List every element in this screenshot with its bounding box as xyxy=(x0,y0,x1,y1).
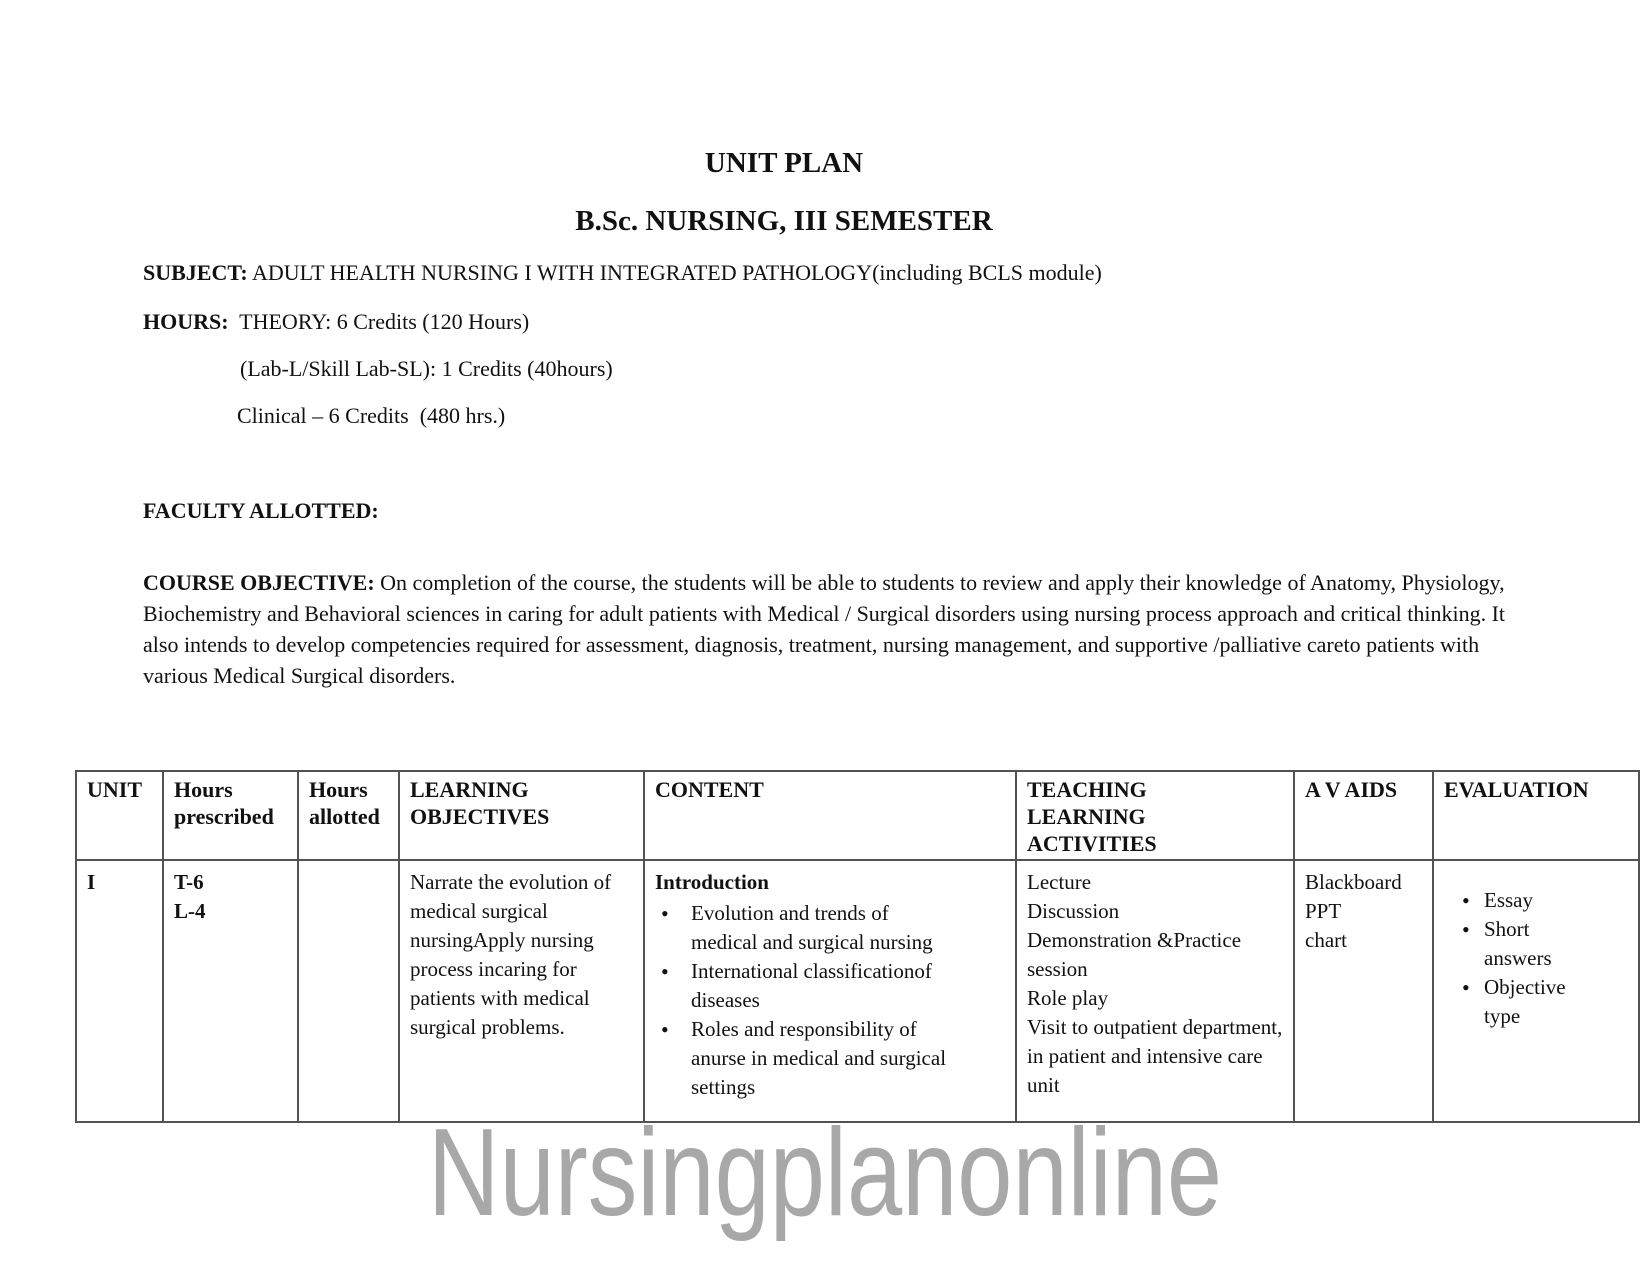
hours-line xyxy=(143,309,529,335)
bullet-item: • International classificationof diseases xyxy=(655,957,951,1015)
subject-label: SUBJECT: xyxy=(143,260,248,285)
watermark-text: Nursingplanonline xyxy=(427,1104,1223,1242)
teaching-activity: Demonstration &Practice session xyxy=(1027,928,1242,981)
hours-text: THEORY: 6 Credits (120 Hours) xyxy=(228,309,530,334)
table-header-row xyxy=(76,771,1639,860)
column-header-teaching-activities: TEACHING LEARNING ACTIVITIES xyxy=(1016,771,1294,860)
teaching-activity: Visit to outpatient department, in patient and intensive care unit xyxy=(1027,1015,1283,1097)
cell-teaching-activities xyxy=(1016,860,1294,1122)
teaching-activity: Discussion xyxy=(1027,899,1120,923)
subject-line xyxy=(143,260,1543,286)
teaching-activity: Lecture xyxy=(1027,870,1092,894)
column-header-av-aids: A V AIDS xyxy=(1294,771,1433,860)
cell-av-aids xyxy=(1294,860,1433,1122)
column-header-evaluation: EVALUATION xyxy=(1433,771,1639,860)
faculty-allotted-label: FACULTY ALLOTTED: xyxy=(143,498,379,523)
clinical-hours-line: Clinical – 6 Credits (480 hrs.) xyxy=(237,403,506,428)
course-objective-label: COURSE OBJECTIVE: xyxy=(143,570,375,595)
hours-prescribed-lab: L-4 xyxy=(174,899,206,923)
table-row xyxy=(76,860,1639,1122)
cell-evaluation xyxy=(1433,860,1639,1122)
cell-learning-objectives: Narrate the evolution of medical surgical nursingApply nursing process incaring for patients with medical surgical problems. xyxy=(399,860,644,1122)
column-header-content: CONTENT xyxy=(644,771,1016,860)
evaluation-bullet-list xyxy=(1444,886,1628,1031)
bullet-item: • Evolution and trends of medical and surgical nursing xyxy=(655,899,951,957)
cell-content xyxy=(644,860,1016,1122)
av-aid-item: Blackboard xyxy=(1305,870,1402,894)
column-header-unit: UNIT xyxy=(76,771,163,860)
bullet-item: • Short answers xyxy=(1444,915,1594,973)
lab-hours-line: (Lab-L/Skill Lab-SL): 1 Credits (40hours) xyxy=(240,356,613,381)
subject-text: ADULT HEALTH NURSING I WITH INTEGRATED PATHOLOGY(including BCLS module) xyxy=(247,260,1102,285)
hours-label: HOURS: xyxy=(143,309,229,334)
bullet-item: • Roles and responsibility of anurse in medical and surgical settings xyxy=(655,1015,951,1102)
av-aid-item: chart xyxy=(1305,928,1347,952)
column-header-learning-objectives: LEARNING OBJECTIVES xyxy=(399,771,644,860)
unit-plan-table xyxy=(75,770,1640,1123)
course-objective-paragraph xyxy=(143,567,1513,691)
av-aid-item: PPT xyxy=(1305,899,1342,923)
column-header-hours-prescribed: Hours prescribed xyxy=(163,771,298,860)
content-heading: Introduction xyxy=(655,870,769,894)
bullet-item: • Essay xyxy=(1444,886,1594,915)
teaching-activity: Role play xyxy=(1027,986,1109,1010)
page-title: UNIT PLAN xyxy=(704,147,864,179)
hours-prescribed-theory: T-6 xyxy=(174,870,204,894)
course-objective-text: On completion of the course, the students will be able to students to review and apply their knowledge of Anatomy, Physiology, Biochemistry and Behavioral sciences in caring for adult patients with Medical / Surgical disorders using nursing process approach and critical thinking. It also intends to develop competencies required for assessment, diagnosis, treatment, nursing management, and supportive /palliative careto patients with various Medical Surgical disorders. xyxy=(143,570,1511,688)
cell-unit: I xyxy=(76,860,163,1122)
cell-hours-allotted xyxy=(298,860,399,1122)
bullet-item: • Objective type xyxy=(1444,973,1594,1031)
column-header-hours-allotted: Hours allotted xyxy=(298,771,399,860)
cell-hours-prescribed xyxy=(163,860,298,1122)
page-subtitle: B.Sc. NURSING, III SEMESTER xyxy=(575,205,993,237)
content-bullet-list xyxy=(655,899,1005,1102)
